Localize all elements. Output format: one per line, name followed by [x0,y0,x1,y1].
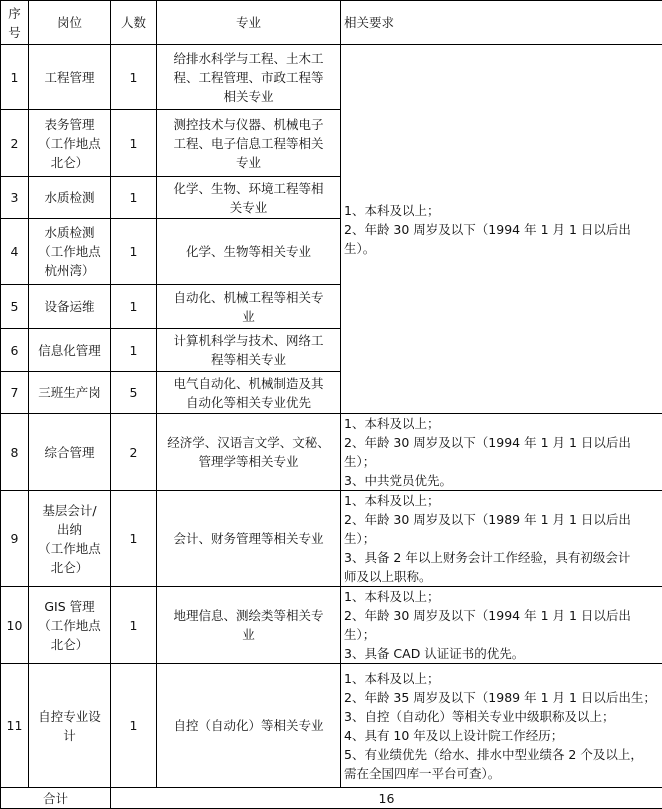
row-position: GIS 管理 （工作地点 北仑） [29,587,111,664]
header-seq: 序 号 [1,1,29,45]
table-row [1,587,662,664]
row-major: 给排水科学与工程、土木工 程、工程管理、市政工程等 相关专业 [157,45,341,110]
total-label: 合计 [1,788,111,809]
row-major: 化学、生物、环境工程等相 关专业 [157,177,341,219]
header-count: 人数 [111,1,157,45]
row-major: 自控（自动化）等相关专业 [157,664,341,788]
row-count: 1 [111,110,157,177]
row-seq: 6 [1,329,29,372]
row-position: 综合管理 [29,414,111,491]
row-major: 自动化、机械工程等相关专 业 [157,285,341,329]
row-seq: 1 [1,45,29,110]
row-count: 1 [111,219,157,285]
row-major: 测控技术与仪器、机械电子 工程、电子信息工程等相关 专业 [157,110,341,177]
table-row [1,414,662,491]
row-position: 水质检测 （工作地点 杭州湾） [29,219,111,285]
requirements-shared-1-7: 1、本科及以上； 2、年龄 30 周岁及以下（1994 年 1 月 1 日以后出生）。 [341,45,662,414]
row-seq: 8 [1,414,29,491]
header-position: 岗位 [29,1,111,45]
row-position: 设备运维 [29,285,111,329]
row-seq: 4 [1,219,29,285]
table-row [1,45,662,110]
row-seq: 5 [1,285,29,329]
row-seq: 11 [1,664,29,788]
row-seq: 3 [1,177,29,219]
row-count: 1 [111,587,157,664]
row-position: 工程管理 [29,45,111,110]
row-seq: 2 [1,110,29,177]
requirements-row-10: 1、本科及以上； 2、年龄 30 周岁及以下（1994 年 1 月 1 日以后出生）； 3、具备 CAD 认证证书的优先。 [341,587,662,664]
row-major: 地理信息、测绘类等相关专 业 [157,587,341,664]
row-count: 1 [111,177,157,219]
row-position: 表务管理 （工作地点 北仑） [29,110,111,177]
row-position: 自控专业设 计 [29,664,111,788]
row-major: 经济学、汉语言文学、文秘、 管理学等相关专业 [157,414,341,491]
table-row [1,664,662,788]
requirements-row-9: 1、本科及以上； 2、年龄 30 周岁及以下（1989 年 1 月 1 日以后出生）； 3、具备 2 年以上财务会计工作经验，具有初级会计 师及以上职称。 [341,491,662,587]
row-count: 2 [111,414,157,491]
total-row [1,788,662,809]
row-seq: 7 [1,372,29,414]
requirements-row-8: 1、本科及以上； 2、年龄 30 周岁及以下（1994 年 1 月 1 日以后出生）； 3、中共党员优先。 [341,414,662,491]
row-count: 5 [111,372,157,414]
row-position: 三班生产岗 [29,372,111,414]
row-count: 1 [111,664,157,788]
total-value: 16 [111,788,662,809]
row-position: 基层会计/ 出纳 （工作地点 北仑） [29,491,111,587]
row-position: 水质检测 [29,177,111,219]
table-row [1,491,662,587]
row-position: 信息化管理 [29,329,111,372]
row-seq: 9 [1,491,29,587]
row-count: 1 [111,329,157,372]
header-major: 专业 [157,1,341,45]
row-major: 计算机科学与技术、网络工 程等相关专业 [157,329,341,372]
row-count: 1 [111,285,157,329]
requirements-row-11: 1、本科及以上； 2、年龄 35 周岁及以下（1989 年 1 月 1 日以后出生； 3、自控（自动化）等相关专业中级职称及以上； 4、具有 10 年及以上设计院工作经历； 5、有业绩优先（给水、排水中型业绩各 2 个及以上， 需在全国四库一平台可查）。 [341,664,662,788]
row-major: 会计、财务管理等相关专业 [157,491,341,587]
row-count: 1 [111,491,157,587]
header-requirements: 相关要求 [341,1,662,45]
row-seq: 10 [1,587,29,664]
row-major: 化学、生物等相关专业 [157,219,341,285]
row-major: 电气自动化、机械制造及其 自动化等相关专业优先 [157,372,341,414]
header-row [1,1,662,45]
row-count: 1 [111,45,157,110]
